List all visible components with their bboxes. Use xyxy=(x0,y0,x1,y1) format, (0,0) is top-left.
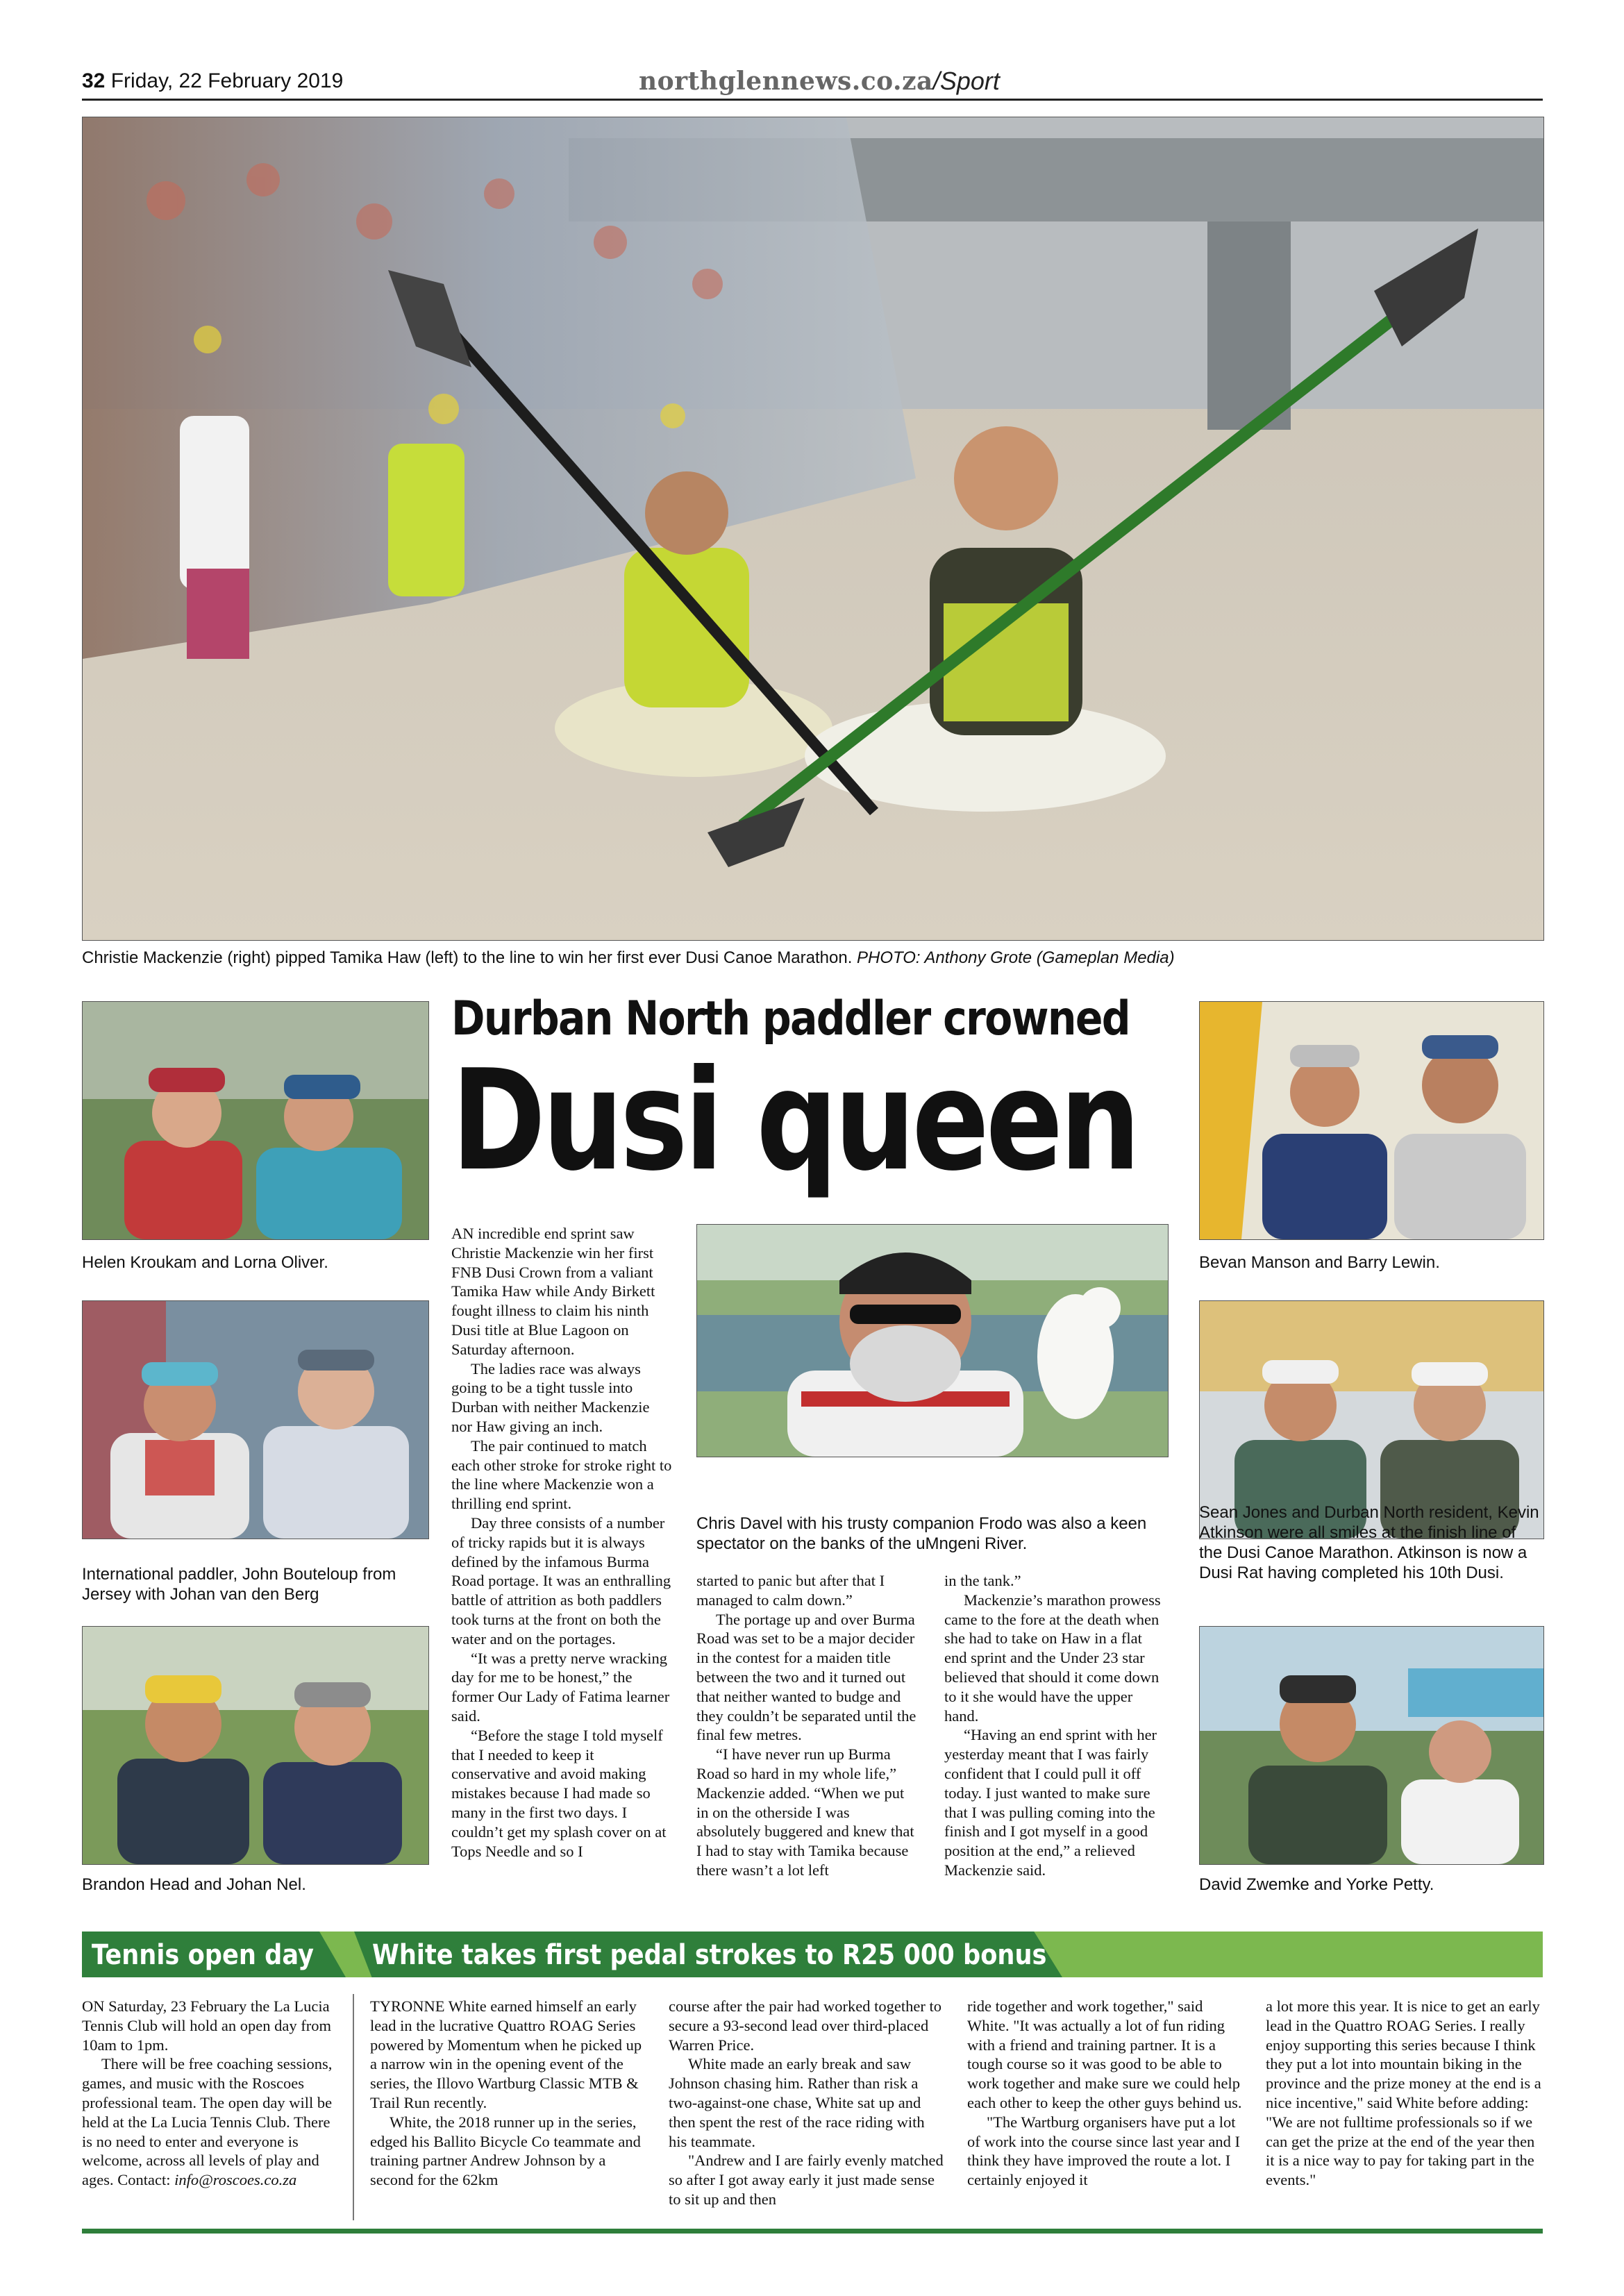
paragraph: ride together and work together," said White. "It was actually a lot of fun riding with a friend and training partner. It is a tough course so it was good to be able to work together and make sure we could help each other to keep the other guys behind us. xyxy=(967,1997,1242,2111)
main-photo-canoe-race xyxy=(82,117,1544,941)
caption-kroukam-oliver: Helen Kroukam and Lorna Oliver. xyxy=(82,1253,328,1272)
cycling-column-4 xyxy=(1266,1997,1543,2190)
paragraph: "Andrew and I are fairly evenly matched so after I got away early it just made sense to sit up and then xyxy=(669,2152,944,2208)
caption-zwemke-petty: David Zwemke and Yorke Petty. xyxy=(1199,1875,1434,1894)
paragraph: TYRONNE White earned himself an early lead in the lucrative Quattro ROAG Series powered by Momentum when he picked up a narrow win in the opening event of the series, the Illovo Wartburg Classic MTB & Trail Run recently. xyxy=(370,1997,642,2111)
paragraph: Mackenzie’s marathon prowess came to the fore at the death when she had to take on Haw in a flat end sprint and the Under 23 star believed that should it come down to it she would have the upper hand. xyxy=(944,1591,1161,1725)
paragraph: in the tank.” xyxy=(944,1572,1021,1589)
header-rule xyxy=(82,99,1543,101)
cycling-column-3 xyxy=(967,1997,1244,2190)
photo-bouteloup-van-den-berg xyxy=(82,1300,429,1539)
photo-zwemke-petty xyxy=(1199,1626,1544,1865)
photo-chris-davel-frodo xyxy=(696,1224,1169,1457)
footer-rule xyxy=(82,2229,1543,2234)
article-column-2 xyxy=(696,1571,917,1880)
section-name: /Sport xyxy=(932,67,1000,95)
site-name: northglennews.co.za xyxy=(639,67,933,96)
main-photo-caption: Christie Mackenzie (right) pipped Tamika Haw (left) to the line to win her first ever Dusi Canoe Marathon. PHOTO: Anthony Grote (Gameplan Media) xyxy=(82,948,1175,967)
paragraph: The ladies race was always going to be a tight tussle into Durban with neither Mackenzie nor Haw giving an inch. xyxy=(451,1359,650,1435)
photo-manson-lewin xyxy=(1199,1001,1544,1240)
photo-head-nel xyxy=(82,1626,429,1865)
paragraph: ON Saturday, 23 February the La Lucia Tennis Club will hold an open day from 10am to 1pm. xyxy=(82,1997,332,2054)
caption-jones-atkinson: Sean Jones and Durban North resident, Kevin Atkinson were all smiles at the finish line of the Dusi Canoe Marathon. Atkinson is now a Dusi Rat having completed his 10th Dusi. xyxy=(1199,1503,1539,1582)
caption-head-nel: Brandon Head and Johan Nel. xyxy=(82,1875,306,1894)
paragraph: The portage up and over Burma Road was set to be a major decider in the contest for a maiden title between the two and it turned out that neither wanted to budge and they couldn’t be separated until the final few metres. xyxy=(696,1610,916,1744)
page-number: 32 xyxy=(82,69,106,92)
paragraph: started to panic but after that I managed to calm down.” xyxy=(696,1572,885,1609)
article-headline: Dusi queen xyxy=(451,1040,1137,1202)
paragraph: There will be free coaching sessions, games, and music with the Roscoes professional team. The open day will be held at the La Lucia Tennis Club. There is no need to enter and everyone is welcome, across all levels of play and ages. Contact: info@roscoes.co.za xyxy=(82,2055,333,2189)
paragraph: “I have never run up Burma Road so hard in my whole life,” Mackenzie added. “When we put in on the otherside I was absolutely buggered and knew that I had to stay with Tamika because there wasn’t a lot left xyxy=(696,1745,914,1879)
contact-email[interactable]: info@roscoes.co.za xyxy=(174,2171,297,2189)
issue-date: Friday, 22 February 2019 xyxy=(110,69,344,92)
paragraph: course after the pair had worked together to secure a 93-second lead over third-placed Warren Price. xyxy=(669,1997,941,2054)
caption-manson-lewin: Bevan Manson and Barry Lewin. xyxy=(1199,1253,1440,1272)
caption-chris-davel: Chris Davel with his trusty companion Frodo was also a keen spectator on the banks of the uMngeni River. xyxy=(696,1514,1147,1553)
article-column-1 xyxy=(451,1224,672,1861)
paragraph: “Having an end sprint with her yesterday meant that I was fairly confident that I could pull it off today. I just wanted to make sure that I was pulling coming into the finish and I got myself in a good position at the end,” a relieved Mackenzie said. xyxy=(944,1726,1157,1879)
article-column-3 xyxy=(944,1571,1165,1880)
tennis-article xyxy=(82,1997,339,2190)
page-header-left xyxy=(82,69,343,93)
paragraph: White made an early break and saw Johnson chasing him. Rather than risk a two-against-one chase, White sat up and then spent the rest of the race riding with his teammate. xyxy=(669,2055,925,2150)
column-divider xyxy=(353,1994,354,2220)
paragraph: "The Wartburg organisers have put a lot of work into the course since last year and I think they have improved the route a lot. I certainly enjoyed it xyxy=(967,2113,1240,2189)
paragraph: “It was a pretty nerve wracking day for me to be honest,” the former Our Lady of Fatima learner said. xyxy=(451,1649,670,1725)
photo-credit: PHOTO: Anthony Grote (Gameplan Media) xyxy=(857,948,1175,967)
caption-bouteloup-van-den-berg: International paddler, John Bouteloup from Jersey with Johan van den Berg xyxy=(82,1565,396,1604)
paragraph: White, the 2018 runner up in the series, edged his Ballito Bicycle Co teammate and training partner Andrew Johnson by a second for the 62km xyxy=(370,2113,641,2189)
paragraph: The pair continued to match each other stroke for stroke right to the line where Mackenzie won a thrilling end sprint. xyxy=(451,1436,672,1513)
paragraph: a lot more this year. It is nice to get an early lead in the Quattro ROAG Series. I really enjoy supporting this series because I think they put a lot into mountain biking in the province and the prize money at the end is a nice incentive," said White before adding: "We are not fulltime professionals so if we can get the prize at the end of the year then it is a nice way to pay for taking part in the events." xyxy=(1266,1997,1541,2189)
cycling-title: White takes first pedal strokes to R25 000 bonus xyxy=(372,1939,1047,1971)
paragraph: “Before the stage I told myself that I needed to keep it conservative and avoid making mistakes because I had made so many in the first two days. I couldn’t get my splash cover on at Tops Needle and so I xyxy=(451,1726,667,1860)
cycling-column-1 xyxy=(370,1997,646,2190)
page-header-center xyxy=(639,67,1000,96)
paragraph: Day three consists of a number of tricky rapids but it is always defined by the infamous Burma Road portage. It was an enthralling battle of attrition as both paddlers took turns at the front on both the water and on the portages. xyxy=(451,1514,671,1648)
paragraph: AN incredible end sprint saw Christie Mackenzie win her first FNB Dusi Crown from a valiant Tamika Haw while Andy Birkett fought illness to claim his ninth Dusi title at Blue Lagoon on Saturday afternoon. xyxy=(451,1225,655,1358)
tennis-title: Tennis open day xyxy=(92,1939,314,1971)
cycling-column-2 xyxy=(669,1997,945,2209)
article-kicker: Durban North paddler crowned xyxy=(451,991,1130,1046)
photo-kroukam-oliver xyxy=(82,1001,429,1240)
